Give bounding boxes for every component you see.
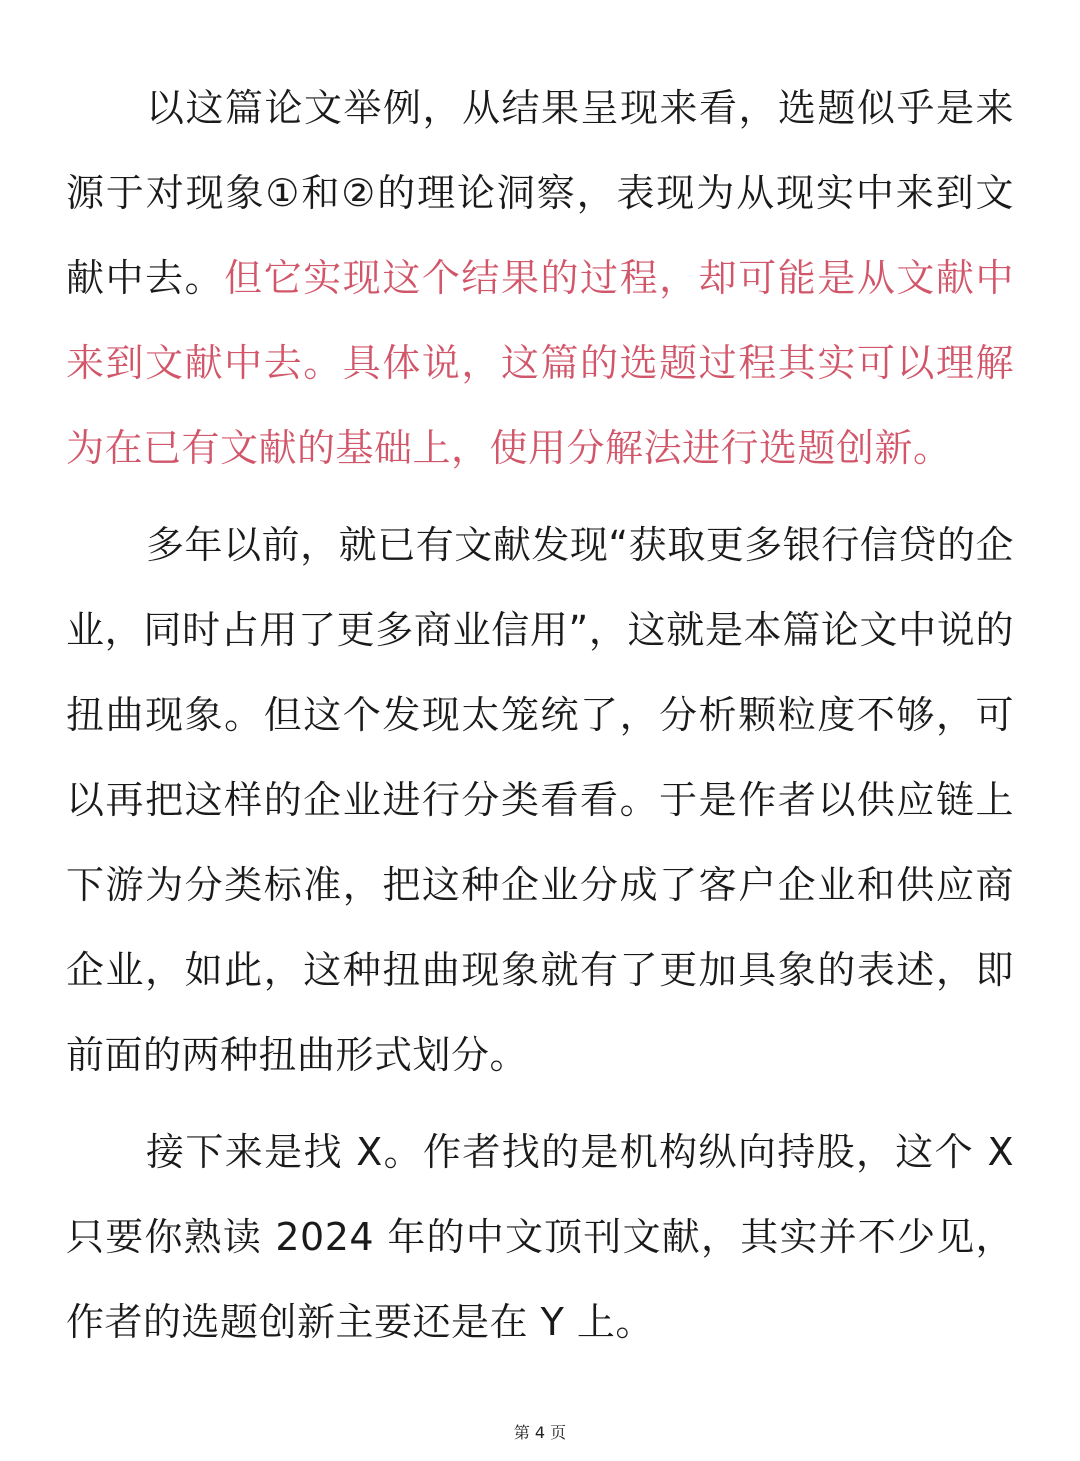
paragraph-3-text: 接下来是找 X。作者找的是机构纵向持股，这个 X 只要你熟读 2024 年的中文顶刊文献，其实并不少见，作者的选题创新主要还是在 Y 上。 — [66, 1130, 1014, 1344]
paragraph-2-text: 多年以前，就已有文献发现“获取更多银行信贷的企业，同时占用了更多商业信用”，这就是本篇论文中说的扭曲现象。但这个发现太笼统了，分析颗粒度不够，可以再把这样的企业进行分类看看。于是作者以供应链上下游为分类标准，把这种企业分成了客户企业和供应商企业，如此，这种扭曲现象就有了更加具象的表述，即前面的两种扭曲形式划分。 — [66, 523, 1014, 1077]
document-body — [66, 66, 1014, 1365]
paragraph-2 — [66, 503, 1014, 1098]
paragraph-3 — [66, 1110, 1014, 1365]
paragraph-1-highlight: 但它实现这个结果的过程，却可能是从文献中来到文献中去。具体说，这篇的选题过程其实可以理解为在已有文献的基础上，使用分解法进行选题创新。 — [66, 256, 1014, 470]
page-number: 第 4 页 — [513, 1423, 567, 1442]
paragraph-1 — [66, 66, 1014, 491]
paragraph-1-text: 以这篇论文举例，从结果呈现来看，选题似乎是来源于对现象①和②的理论洞察，表现为从现实中来到文献中去。 — [66, 86, 1014, 300]
